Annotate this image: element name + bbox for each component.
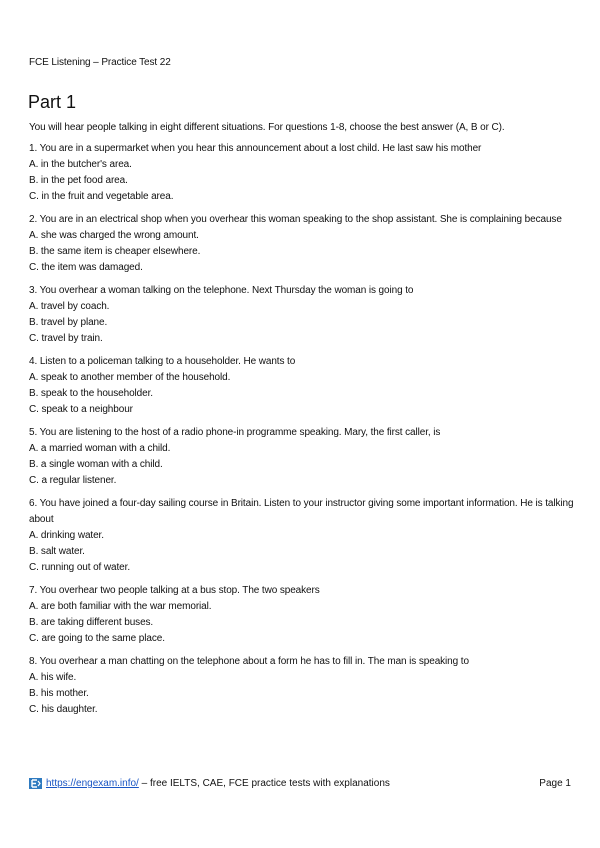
answer-option-b: B. in the pet food area.	[29, 175, 128, 186]
page-footer	[29, 778, 571, 794]
engexam-logo-icon	[29, 778, 42, 789]
answer-option-c: C. running out of water.	[29, 562, 130, 573]
question-stem: 5. You are listening to the host of a radio phone-in programme speaking. Mary, the first caller, is	[29, 427, 441, 438]
answer-option-b: B. a single woman with a child.	[29, 459, 163, 470]
instructions-text: You will hear people talking in eight different situations. For questions 1-8, choose the best answer (A, B or C).	[29, 122, 505, 133]
page-number: Page 1	[539, 778, 571, 789]
answer-option-c: C. in the fruit and vegetable area.	[29, 191, 174, 202]
question-stem: 1. You are in a supermarket when you hear this announcement about a lost child. He last saw his mother	[29, 143, 482, 154]
answer-option-b: B. his mother.	[29, 688, 89, 699]
answer-option-a: A. drinking water.	[29, 530, 104, 541]
answer-option-b: B. salt water.	[29, 546, 85, 557]
answer-option-c: C. the item was damaged.	[29, 262, 143, 273]
question-stem: 6. You have joined a four-day sailing course in Britain. Listen to your instructor giving some important information. He is talking about	[29, 498, 574, 525]
answer-option-c: C. travel by train.	[29, 333, 103, 344]
answer-option-c: C. a regular listener.	[29, 475, 117, 486]
answer-option-c: C. are going to the same place.	[29, 633, 165, 644]
answer-option-a: A. speak to another member of the household.	[29, 372, 231, 383]
footer-left	[29, 778, 390, 789]
question-3	[29, 283, 574, 347]
answer-option-b: B. the same item is cheaper elsewhere.	[29, 246, 201, 257]
question-stem: 2. You are in an electrical shop when you overhear this woman speaking to the shop assistant. She is complaining because	[29, 214, 562, 225]
question-4	[29, 354, 574, 418]
question-6	[29, 496, 574, 576]
answer-option-b: B. travel by plane.	[29, 317, 108, 328]
question-stem: 7. You overhear two people talking at a bus stop. The two speakers	[29, 585, 320, 596]
answer-option-c: C. speak to a neighbour	[29, 404, 133, 415]
answer-option-a: A. are both familiar with the war memorial.	[29, 601, 212, 612]
answer-option-b: B. are taking different buses.	[29, 617, 154, 628]
question-list	[29, 141, 574, 725]
question-2	[29, 212, 574, 276]
document-header: FCE Listening – Practice Test 22	[29, 57, 171, 68]
question-stem: 8. You overhear a man chatting on the telephone about a form he has to fill in. The man is speaking to	[29, 656, 469, 667]
answer-option-b: B. speak to the householder.	[29, 388, 153, 399]
answer-option-a: A. travel by coach.	[29, 301, 110, 312]
question-5	[29, 425, 574, 489]
engexam-link[interactable]: https://engexam.info/	[46, 778, 139, 790]
question-8	[29, 654, 574, 718]
question-stem: 4. Listen to a policeman talking to a householder. He wants to	[29, 356, 296, 367]
part-title: Part 1	[28, 92, 77, 112]
footer-tagline: – free IELTS, CAE, FCE practice tests with explanations	[138, 778, 390, 790]
answer-option-c: C. his daughter.	[29, 704, 98, 715]
question-7	[29, 583, 574, 647]
answer-option-a: A. in the butcher's area.	[29, 159, 132, 170]
question-stem: 3. You overhear a woman talking on the telephone. Next Thursday the woman is going to	[29, 285, 414, 296]
answer-option-a: A. a married woman with a child.	[29, 443, 171, 454]
answer-option-a: A. she was charged the wrong amount.	[29, 230, 199, 241]
answer-option-a: A. his wife.	[29, 672, 77, 683]
question-1	[29, 141, 574, 205]
